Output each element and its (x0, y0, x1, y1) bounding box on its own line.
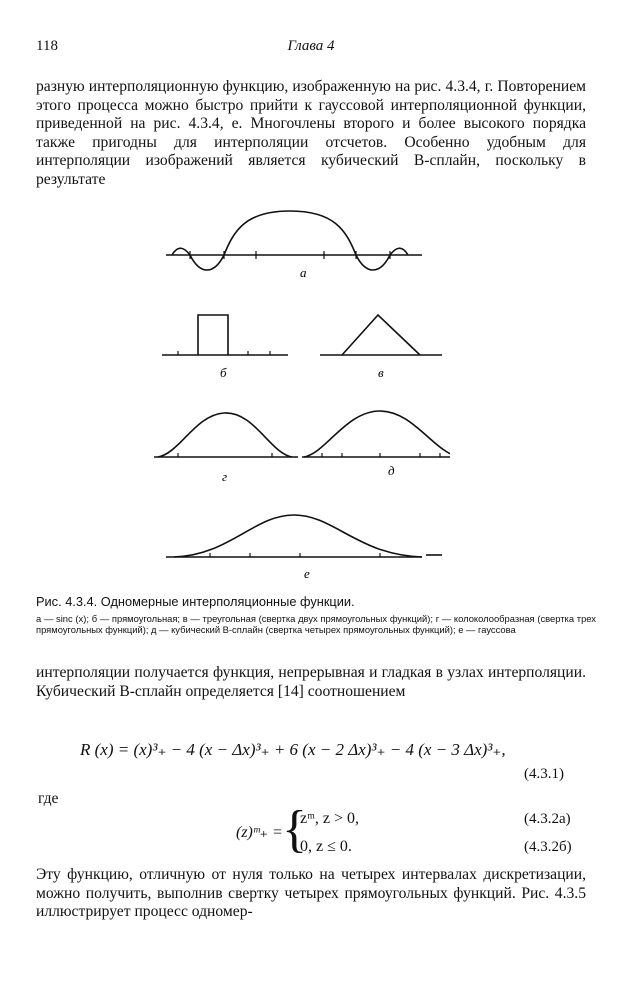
brace-icon: { (282, 801, 307, 858)
paragraph-intro: разную интерполяционную функцию, изображенную на рис. 4.3.4, г. Повторением этого процесса можно быстро прийти к гауссовой интерполяционной функции, приведенной на рис. 4.3.4, е. Многочлены второго и более высокого порядка также пригодны для интерполяции отсчетов. Особенно удобным для интерполяции изображений является кубический B-сплайн, поскольку в результате (36, 78, 586, 188)
label-b: б (220, 365, 227, 380)
equation-number-4-3-1: (4.3.1) (524, 766, 564, 782)
equation-4-3-1: R (x) = (x)³₊ − 4 (x − Δx)³₊ + 6 (x − 2 Δx)³₊ − 4 (x − 3 Δx)³₊, (80, 740, 506, 759)
figure-4-3-4 (150, 205, 450, 585)
plot-d-bspline (302, 411, 450, 457)
equation-number-4-3-2a: (4.3.2а) (524, 811, 571, 827)
label-e: е (304, 566, 310, 581)
equation-4-3-2-lhs: (z)ᵐ₊ = (236, 824, 283, 841)
caption-legend: а — sinc (x); б — прямоугольная; в — треугольная (свертка двух прямоугольных функций); г — колоколообразная (свертка трех прямоугольных функций); д — кубический B-сплайн (свертка четырех прямоугольных функций); е — гауссова (36, 613, 596, 635)
chapter-title: Глава 4 (287, 38, 335, 54)
plot-a-sinc (166, 211, 422, 270)
equation-case-positive: zᵐ, z > 0, (300, 810, 360, 827)
plot-e-gaussian (166, 515, 442, 557)
plot-b-rect (162, 315, 288, 355)
equation-number-4-3-2b: (4.3.2б) (524, 839, 572, 855)
page-number: 118 (36, 38, 58, 54)
paragraph-bspline: интерполяции получается функция, непрерывная и гладкая в узлах интерполяции. Кубический B-сплайн определяется [14] соотношением (36, 664, 586, 700)
paragraph-conclusion: Эту функцию, отличную от нуля только на четырех интервалах дискретизации, можно получить, выполнив свертку четырех прямоугольных функций. Рис. 4.3.5 иллюстрирует процесс одномер- (36, 866, 586, 921)
label-g: г (222, 469, 228, 484)
equation-case-nonpositive: 0, z ≤ 0. (300, 838, 352, 855)
where-word: где (38, 790, 59, 807)
label-d: д (388, 463, 395, 478)
figure-caption (36, 594, 596, 635)
page-header (36, 38, 586, 58)
label-v: в (378, 365, 384, 380)
caption-title: Рис. 4.3.4. Одномерные интерполяционные функции. (36, 594, 355, 609)
label-a: а (300, 265, 307, 280)
plot-g-bell (154, 413, 298, 457)
plot-v-triangle (320, 315, 442, 355)
